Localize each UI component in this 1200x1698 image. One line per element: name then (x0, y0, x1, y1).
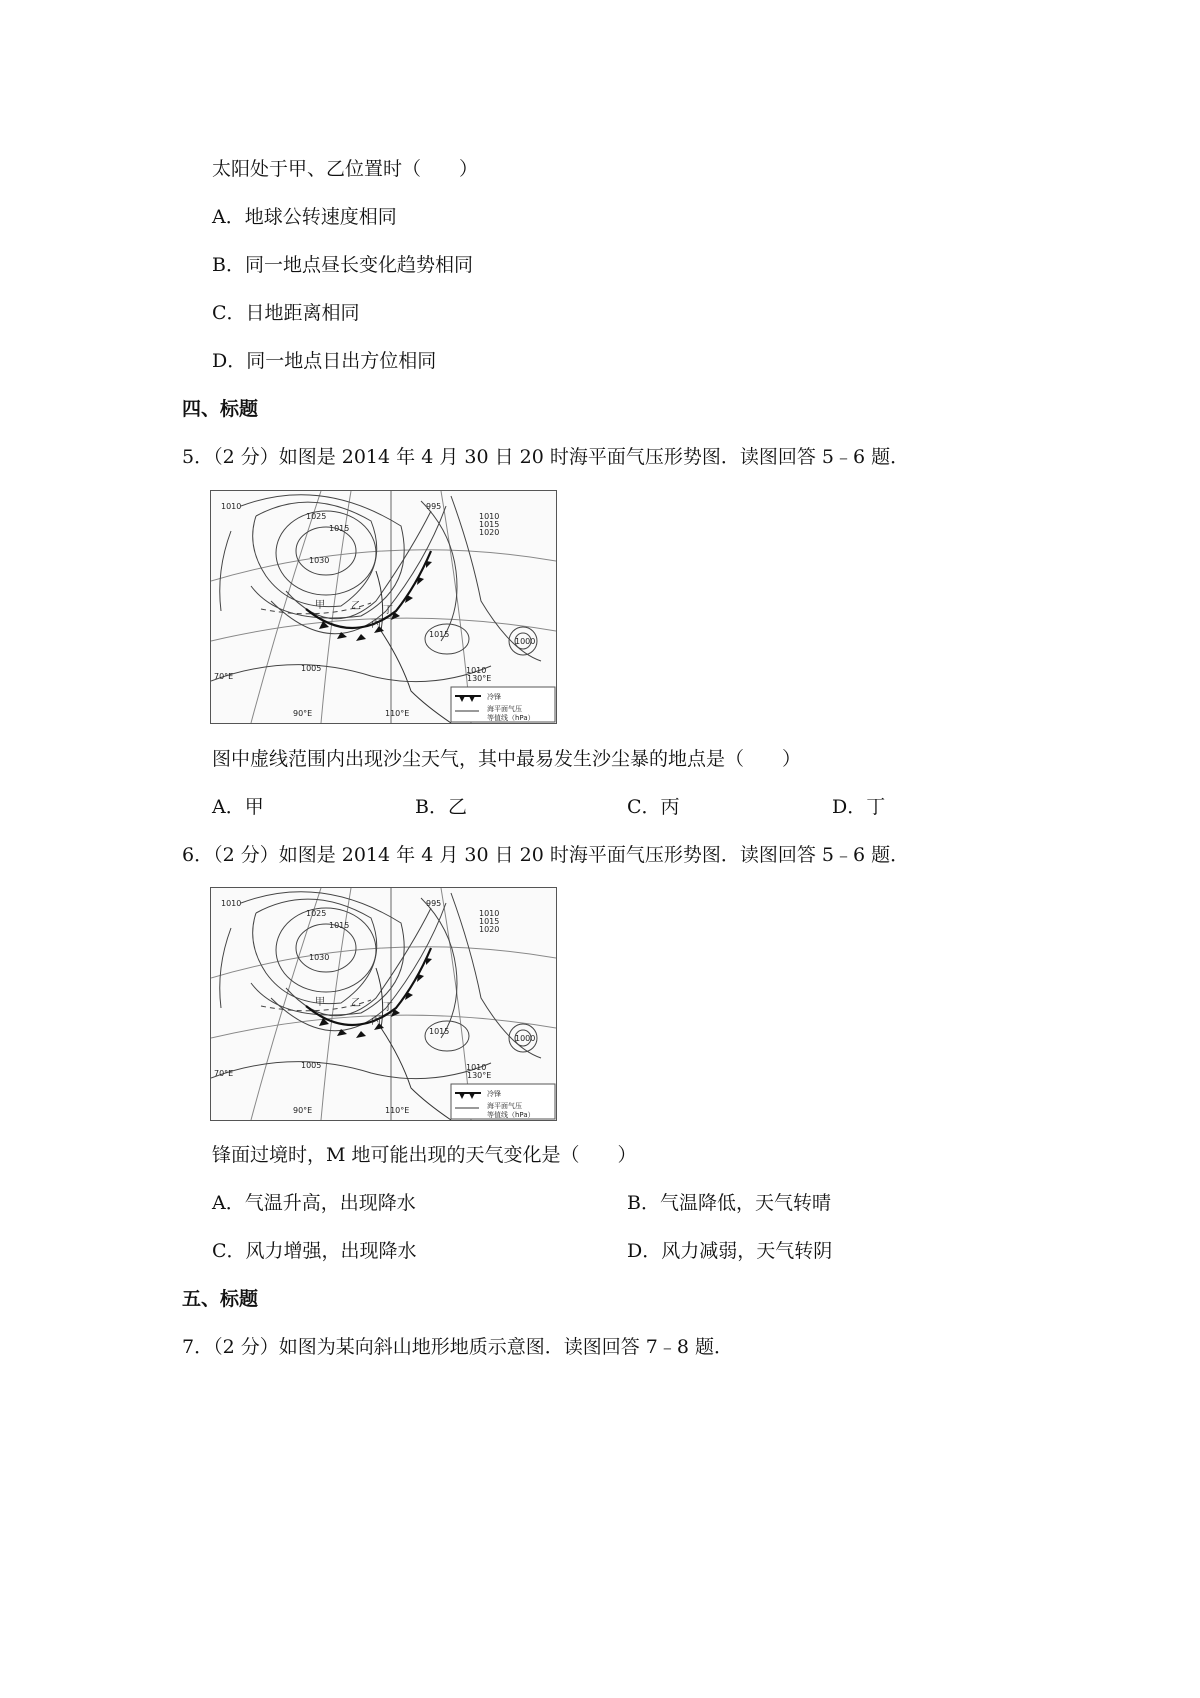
section-4-title: 四、标题 (182, 398, 259, 420)
legend-isobar-label: 海平面气压 (487, 705, 522, 713)
q6-option-a: A．气温升高，出现降水 (212, 1192, 416, 1214)
q4-option-a: A．地球公转速度相同 (212, 206, 397, 228)
lon-label: 130°E (467, 1071, 492, 1080)
isobar-label: 1005 (301, 664, 322, 673)
isobar-label: 1000 (515, 1034, 536, 1043)
q5-intro: 5．（2 分）如图是 2014 年 4 月 30 日 20 时海平面气压形势图．读图回答 5﹣6 题． (182, 446, 910, 468)
weather-map-q5 (210, 490, 557, 724)
isobar-label: 1010 (479, 512, 500, 521)
place-yi: 乙 (351, 601, 361, 612)
q5-option-a: A．甲 (212, 796, 264, 818)
place-bing: 丙 (371, 619, 381, 630)
q6-option-d: D．风力减弱，天气转阴 (627, 1240, 833, 1262)
isobar-label: 995 (426, 899, 442, 908)
lon-label: 70°E (214, 672, 234, 681)
isobar-label: 1010 (466, 666, 487, 675)
isobar-label: 1015 (329, 921, 350, 930)
pressure-map-figure (211, 491, 556, 723)
isobar-label: 1010 (466, 1063, 487, 1072)
q6-intro: 6．（2 分）如图是 2014 年 4 月 30 日 20 时海平面气压形势图．读图回答 5﹣6 题． (182, 844, 910, 866)
q4-option-b: B．同一地点昼长变化趋势相同 (212, 254, 473, 276)
map-legend (451, 1084, 555, 1119)
isobar-label: 1010 (221, 502, 242, 511)
q4-option-d: D．同一地点日出方位相同 (212, 350, 437, 372)
isobar-label: 1030 (309, 953, 330, 962)
q5-option-d: D．丁 (832, 796, 886, 818)
map-legend (451, 687, 555, 722)
isobar-label: 1015 (479, 917, 500, 926)
isobar-label: 1015 (429, 630, 450, 639)
q6-option-c: C．风力增强，出现降水 (212, 1240, 417, 1262)
place-jia: 甲 (315, 997, 325, 1008)
isobar-label: 1010 (221, 899, 242, 908)
lon-label: 110°E (385, 709, 410, 718)
q6-option-b: B．气温降低，天气转晴 (627, 1192, 831, 1214)
isobar-label: 1025 (306, 512, 327, 521)
lon-label: 90°E (293, 709, 313, 718)
q4-option-c: C．日地距离相同 (212, 302, 360, 324)
isobar-label: 1015 (429, 1027, 450, 1036)
q5-option-b: B．乙 (415, 796, 467, 818)
lon-label: 110°E (385, 1106, 410, 1115)
isobar-label: 1020 (479, 528, 500, 537)
q6-stem: 锋面过境时，M 地可能出现的天气变化是（ ） (212, 1144, 637, 1166)
isobar-label: 1015 (329, 524, 350, 533)
lon-label: 70°E (214, 1069, 234, 1078)
section-5-title: 五、标题 (182, 1288, 259, 1310)
pressure-map-figure (211, 888, 556, 1120)
isobar-label: 1000 (515, 637, 536, 646)
weather-map-q6 (210, 887, 557, 1121)
isobar-label: 1010 (479, 909, 500, 918)
legend-isobar-unit: 等值线（hPa） (487, 714, 535, 722)
lon-label: 90°E (293, 1106, 313, 1115)
place-yi: 乙 (351, 998, 361, 1009)
legend-front-label: 冷锋 (487, 693, 501, 701)
isobar-label: 1030 (309, 556, 330, 565)
place-bing: 丙 (371, 1016, 381, 1027)
isobar-label: 1015 (479, 520, 500, 529)
isobar-label: 1025 (306, 909, 327, 918)
isobar-label: 1020 (479, 925, 500, 934)
q5-stem: 图中虚线范围内出现沙尘天气，其中最易发生沙尘暴的地点是（ ） (212, 748, 802, 770)
legend-front-label: 冷锋 (487, 1090, 501, 1098)
legend-isobar-label: 海平面气压 (487, 1102, 522, 1110)
place-ding: 丁 (383, 605, 393, 616)
q7-intro: 7．（2 分）如图为某向斜山地形地质示意图．读图回答 7﹣8 题． (182, 1336, 733, 1358)
lon-label: 130°E (467, 674, 492, 683)
place-jia: 甲 (315, 600, 325, 611)
isobar-label: 1005 (301, 1061, 322, 1070)
q5-option-c: C．丙 (627, 796, 680, 818)
q4-stem: 太阳处于甲、乙位置时（ ） (212, 158, 479, 180)
legend-isobar-unit: 等值线（hPa） (487, 1111, 535, 1119)
isobar-label: 995 (426, 502, 442, 511)
place-ding: 丁 (383, 1002, 393, 1013)
